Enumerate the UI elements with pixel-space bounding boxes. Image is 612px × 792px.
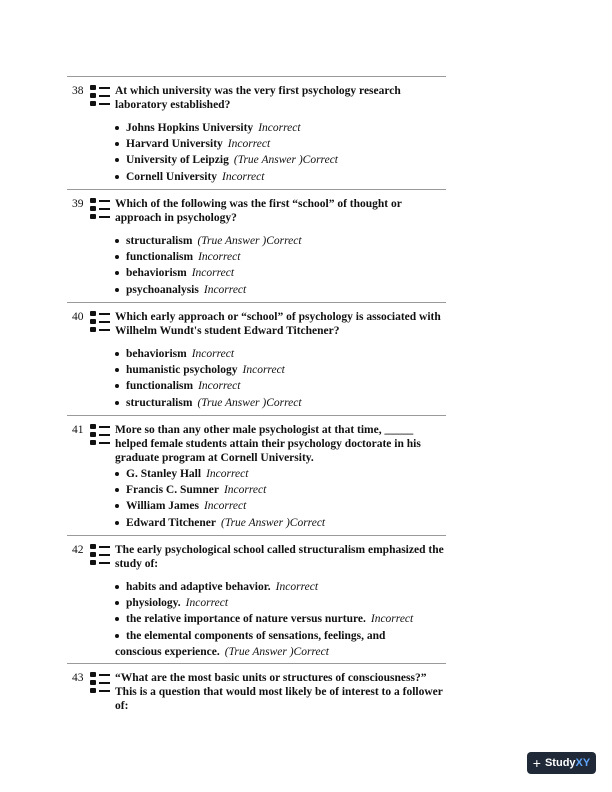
question-number: 43 xyxy=(72,672,84,684)
answer-option: the relative importance of nature versus nurture. Incorrect xyxy=(115,611,446,627)
answer-option: behaviorism Incorrect xyxy=(115,346,446,362)
answer-option: University of Leipzig (True Answer )Correct xyxy=(115,152,446,168)
question-number: 39 xyxy=(72,198,84,210)
answer-option: psychoanalysis Incorrect xyxy=(115,282,446,298)
answer-result: Incorrect xyxy=(275,581,319,593)
checklist-icon xyxy=(90,198,110,220)
answer-options xyxy=(115,579,446,660)
answer-option: William James Incorrect xyxy=(115,498,446,514)
answer-option: behaviorism Incorrect xyxy=(115,265,446,281)
bullet xyxy=(115,288,119,292)
answer-option: Francis C. Sumner Incorrect xyxy=(115,482,446,498)
answer-option: G. Stanley Hall Incorrect xyxy=(115,466,446,482)
answer-option: structuralism (True Answer )Correct xyxy=(115,395,446,411)
answer-result: (True Answer )Correct xyxy=(233,154,338,167)
bullet xyxy=(115,585,119,589)
bullet xyxy=(115,271,119,275)
bullet xyxy=(115,158,119,162)
answer-option: functionalism Incorrect xyxy=(115,249,446,265)
answer-result: Incorrect xyxy=(191,348,235,360)
plus-icon: + xyxy=(532,755,541,771)
answer-result: Incorrect xyxy=(203,500,247,513)
question-number: 42 xyxy=(72,544,84,556)
divider xyxy=(67,76,446,77)
answer-result: Incorrect xyxy=(242,364,285,377)
bullet xyxy=(115,521,119,525)
question-text: At which university was the very first psychology research laboratory established? xyxy=(115,85,401,111)
question-number: 38 xyxy=(72,85,84,97)
bullet xyxy=(115,239,119,243)
answer-option: humanistic psychology Incorrect xyxy=(115,362,446,378)
question-number: 40 xyxy=(72,311,84,323)
bullet xyxy=(115,142,119,146)
question-number: 41 xyxy=(72,424,84,436)
answer-result: Incorrect xyxy=(185,597,229,610)
bullet xyxy=(115,601,119,605)
answer-result: Incorrect xyxy=(227,138,271,151)
bullet xyxy=(115,634,119,638)
question-text: “What are the most basic units or structures of consciousness?” This is a question that would most likely be of interest to a follower of: xyxy=(115,672,443,712)
answer-option: Edward Titchener (True Answer )Correct xyxy=(115,515,446,531)
bullet xyxy=(115,617,119,621)
checklist-icon xyxy=(90,672,110,694)
answer-result: Incorrect xyxy=(203,283,247,296)
answer-option: habits and adaptive behavior. Incorrect xyxy=(115,579,446,595)
bullet xyxy=(115,255,119,259)
bullet xyxy=(115,472,119,476)
answer-result: Incorrect xyxy=(198,380,241,393)
answer-result: Incorrect xyxy=(198,251,241,264)
answer-result: (True Answer )Correct xyxy=(224,645,329,658)
bullet xyxy=(115,384,119,388)
bullet xyxy=(115,175,119,179)
divider xyxy=(67,189,446,190)
bullet xyxy=(115,368,119,372)
checklist-icon xyxy=(90,424,110,446)
answer-result: Incorrect xyxy=(206,468,249,480)
bullet xyxy=(115,352,119,356)
answer-result: (True Answer )Correct xyxy=(197,396,302,409)
checklist-icon xyxy=(90,311,110,333)
answer-result: Incorrect xyxy=(258,122,301,134)
answer-options xyxy=(115,120,446,185)
answer-options xyxy=(115,346,446,411)
answer-option: physiology. Incorrect xyxy=(115,595,446,611)
answer-result: Incorrect xyxy=(370,613,414,626)
answer-result: Incorrect xyxy=(223,484,267,497)
question-text: Which of the following was the first “school” of thought or approach in psychology? xyxy=(115,198,402,224)
answer-option: Johns Hopkins University Incorrect xyxy=(115,120,446,136)
divider xyxy=(67,663,446,664)
answer-result: (True Answer )Correct xyxy=(197,235,302,247)
bullet xyxy=(115,488,119,492)
answer-result: (True Answer )Correct xyxy=(220,516,326,529)
brand-label: StudyXY xyxy=(544,757,591,769)
answer-option: structuralism (True Answer )Correct xyxy=(115,233,446,249)
answer-result: Incorrect xyxy=(191,267,235,280)
answer-option: the elemental components of sensations, feelings, and conscious experience. (True Answer )Correct xyxy=(115,629,386,658)
answer-option: Harvard University Incorrect xyxy=(115,136,446,152)
answer-options xyxy=(115,233,446,298)
answer-result: Incorrect xyxy=(222,170,265,183)
question-text: More so than any other male psychologist at that time, _____ helped female students attain their psychology doctorate in his graduate program at Cornell University. xyxy=(115,424,421,464)
answer-option: functionalism Incorrect xyxy=(115,378,446,394)
bullet xyxy=(115,126,119,130)
divider xyxy=(67,415,446,416)
answer-options xyxy=(115,466,446,531)
checklist-icon xyxy=(90,85,110,107)
checklist-icon xyxy=(90,544,110,566)
divider xyxy=(67,302,446,303)
question-text: Which early approach or “school” of psychology is associated with Wilhelm Wundt's student Edward Titchener? xyxy=(115,311,441,337)
bullet xyxy=(115,401,119,405)
answer-option: Cornell University Incorrect xyxy=(115,169,446,185)
bullet xyxy=(115,504,119,508)
divider xyxy=(67,535,446,536)
studyxy-watermark[interactable] xyxy=(527,752,596,774)
question-text: The early psychological school called structuralism emphasized the study of: xyxy=(115,544,444,570)
